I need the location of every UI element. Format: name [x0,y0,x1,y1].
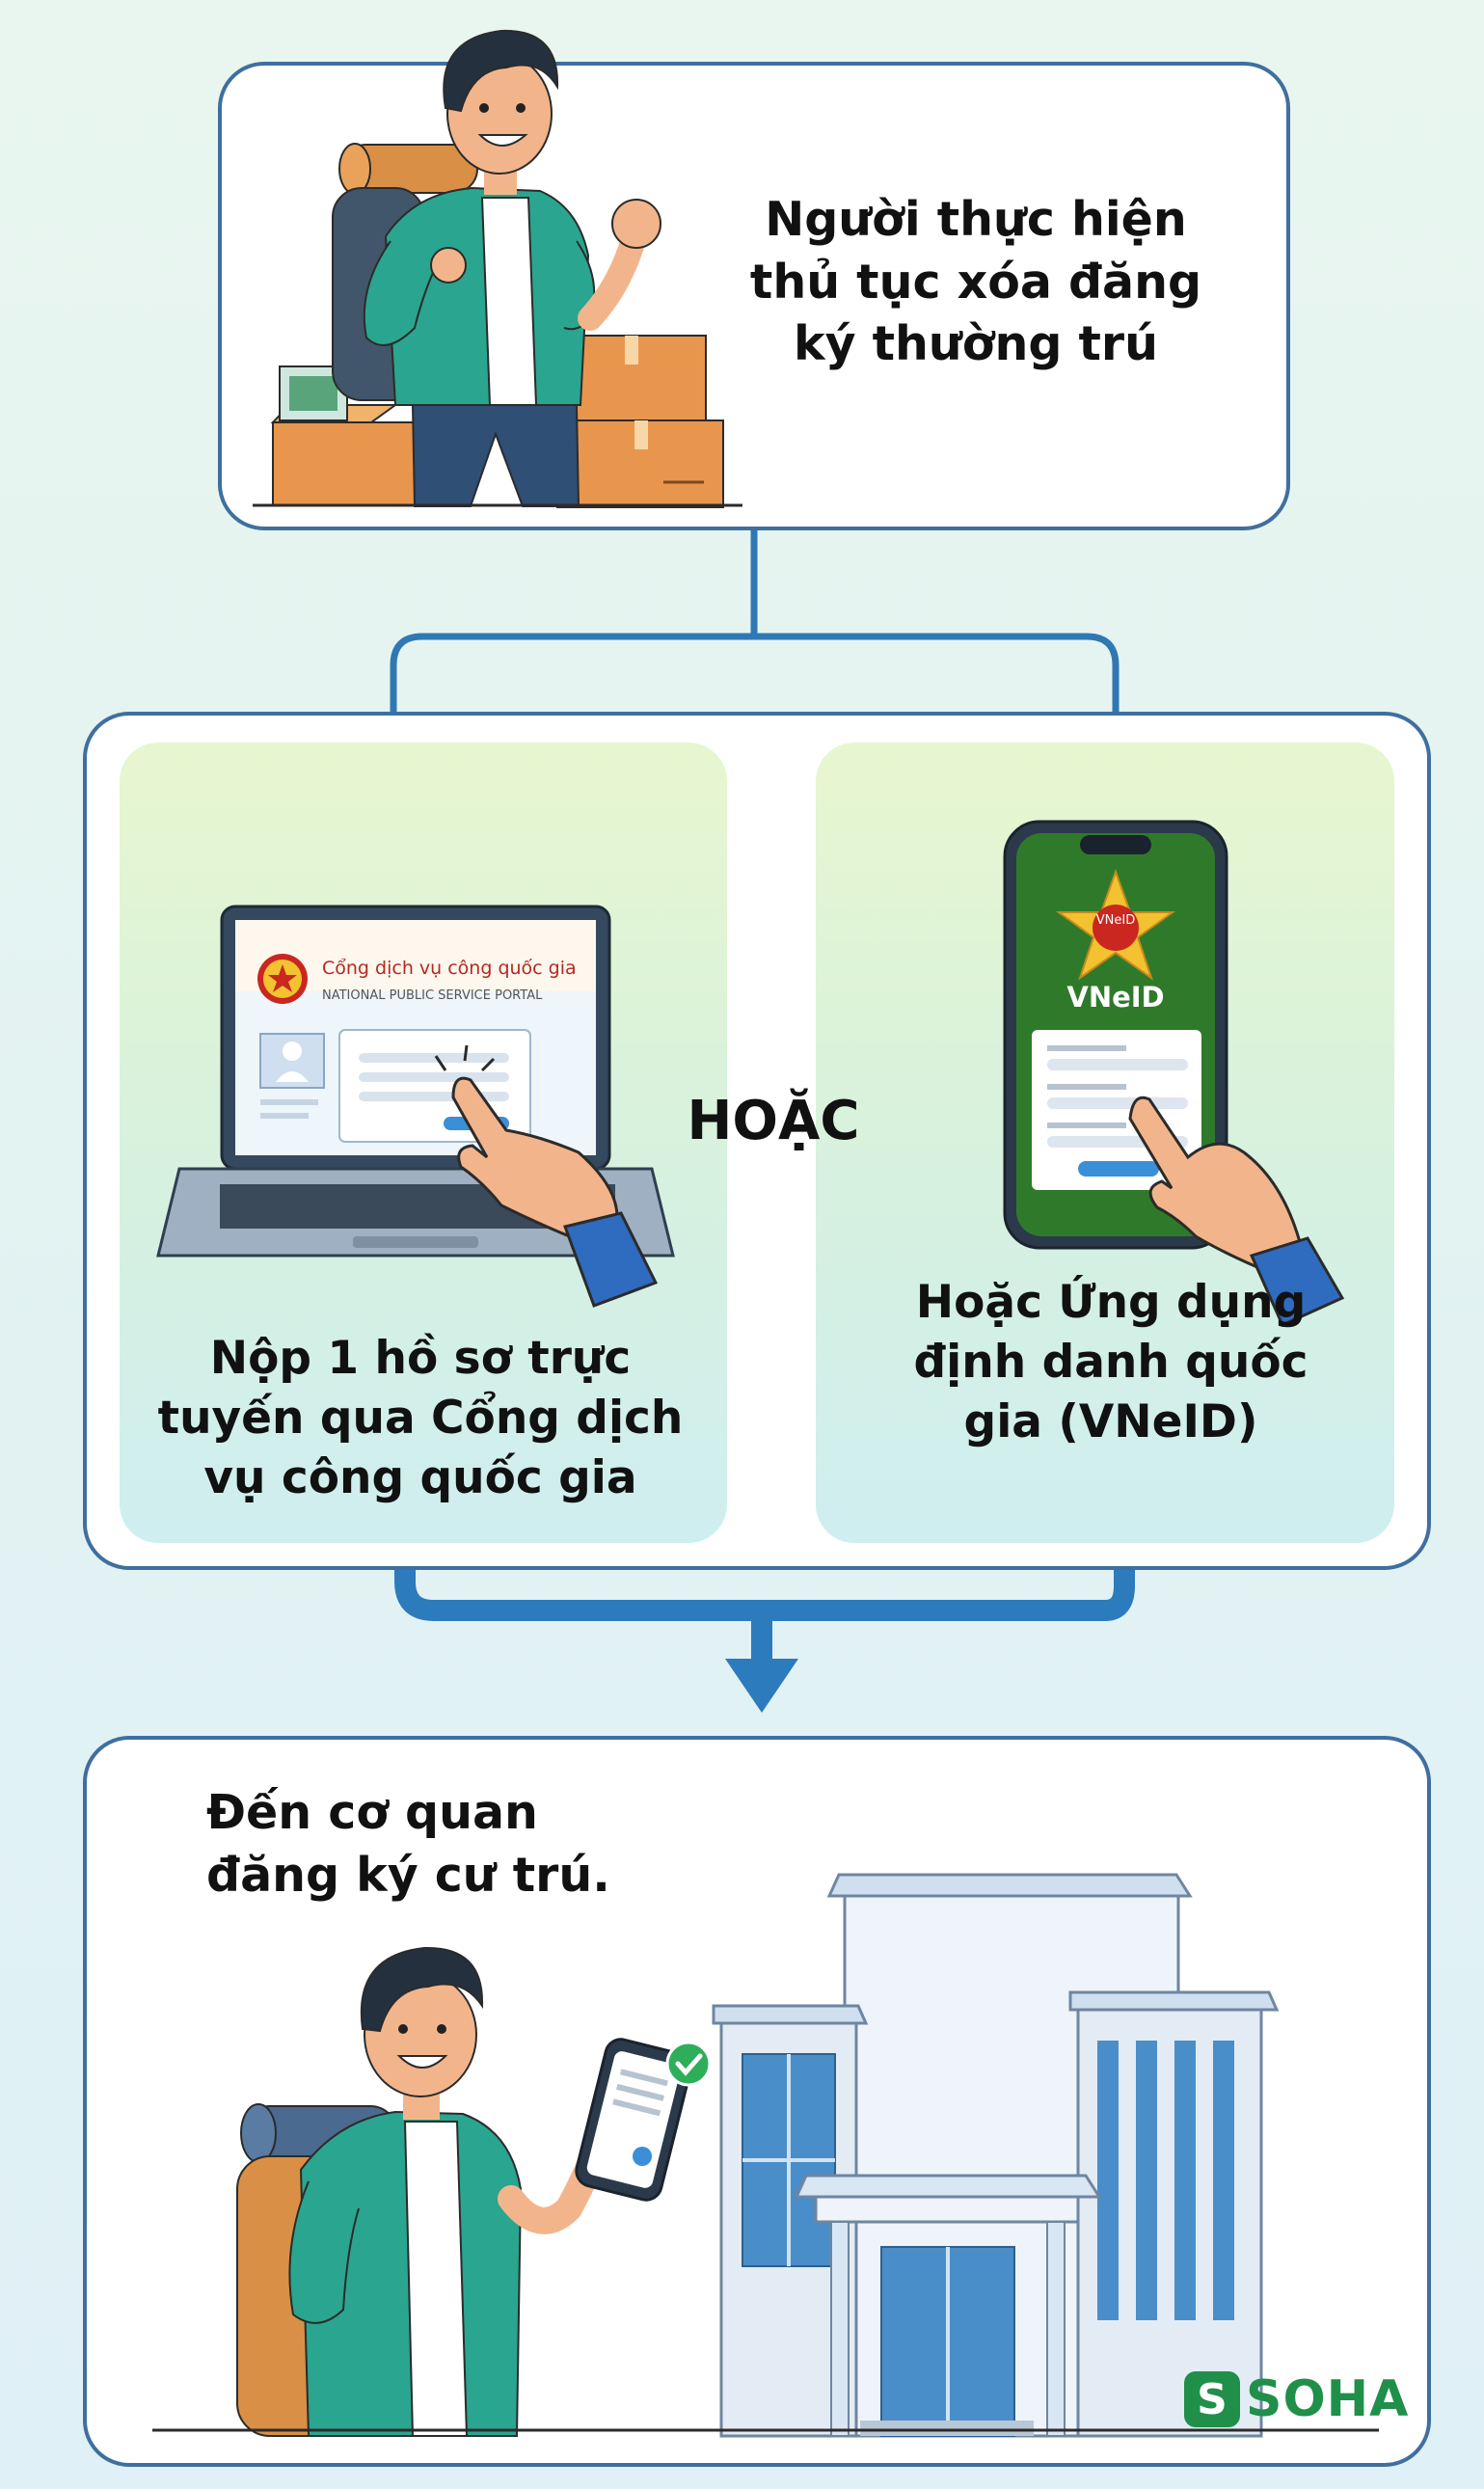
soha-logo [1184,2368,1409,2430]
portal-screen-title: Cổng dịch vụ công quốc gia [322,958,577,979]
portal-screen-subtitle: NATIONAL PUBLIC SERVICE PORTAL [322,988,543,1003]
option-portal-text: Nộp 1 hồ sơ trực tuyến qua Cổng dịch vụ công quốc gia [157,1332,684,1505]
app-name: VNeID [1066,981,1165,1014]
badge-text: VNeID [1095,913,1136,928]
soha-logo-mark: S [1184,2371,1240,2427]
soha-logo-text: SOHA [1246,2370,1410,2428]
option-app-text: Hoặc Ứng dụng định danh quốc gia (VNeID) [913,1276,1309,1449]
check-icon [667,2043,710,2085]
step3-text: Đến cơ quan đăng ký cư trú. [206,1785,610,1903]
step1-text: Người thực hiện thủ tục xóa đăng ký thường trú [749,192,1202,372]
or-separator: HOẶC [687,1090,860,1152]
